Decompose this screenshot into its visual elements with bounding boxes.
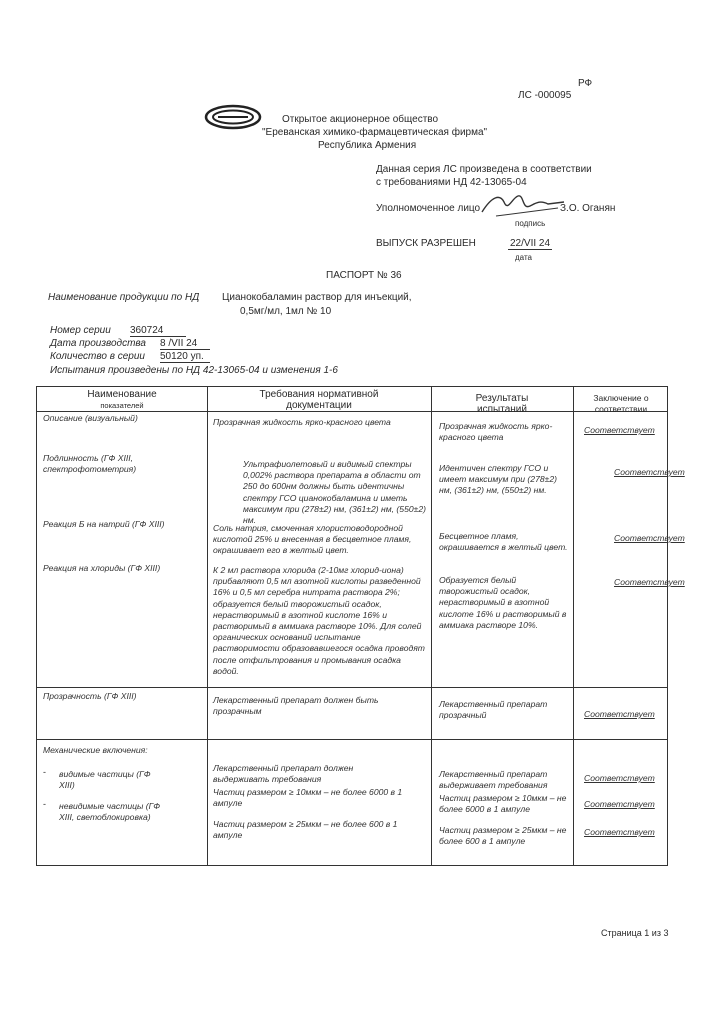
mech-invisible-name: невидимые частицы (ГФ XIII, светоблокировка) (59, 801, 161, 823)
row-identity-result: Идентичен спектру ГСО и имеет максимум при (278±2) нм, (361±2) нм, (550±2) нм. (439, 463, 557, 496)
mfg-value: 8 /VII 24 (160, 338, 210, 350)
header-col-1: Наименование показателей (87, 389, 157, 410)
row-sodium-conclusion: Соответствует (614, 533, 685, 543)
row-description-result: Прозрачная жидкость ярко-красного цвета (439, 421, 553, 443)
mech-title: Механические включения: (43, 745, 148, 755)
mech-large-result: Частиц размером ≥ 25мкм – не более 600 в 1 ампуле (439, 825, 567, 847)
release-label: ВЫПУСК РАЗРЕШЕН (376, 238, 476, 249)
release-statement-2: с требованиями НД 42-13065-04 (376, 177, 527, 188)
company-line3: Республика Армения (318, 140, 417, 151)
mech-bullet-2: - (43, 799, 46, 809)
product-name-2: 0,5мг/мл, 1мл № 10 (240, 306, 332, 317)
row-clarity-requirement: Лекарственный препарат должен быть прозрачным (213, 695, 379, 717)
mech-visible-conclusion: Соответствует (584, 773, 655, 783)
mech-large-requirement: Частиц размером ≥ 25мкм – не более 600 в 1 ампуле (213, 819, 398, 841)
row-identity-conclusion: Соответствует (614, 467, 685, 477)
mech-large-conclusion: Соответствует (584, 827, 655, 837)
row-chlorides-requirement: К 2 мл раствора хлорида (2-10мг хлорид-иона) прибавляют 0,5 мл азотной кислоты разведенной 16% и 0,5 мл серебра нитрата раствора 2%; образуется белый творожистый осадок, нерастворимый в азотной кислоте 16% и растворимый в аммиака растворе 10%. Для солей органических оснований испытание растворимости образовавшегося осадка проводят после отфильтрования и промывания осадка водой. (213, 565, 425, 676)
col-divider-3 (573, 387, 574, 865)
header-col-3: Результаты испытаний (475, 393, 529, 415)
header-col-4: Заключение о соответствии (593, 393, 649, 414)
row-sodium-requirement: Соль натрия, смоченная хлористоводородной кислотой 25% и внесенная в бесцветное пламя, окрашивает его в желтый цвет. (213, 523, 412, 556)
date-caption: дата (515, 253, 532, 262)
row-divider-clarity (37, 687, 667, 688)
company-line1: Открытое акционерное общество (282, 114, 439, 125)
mech-bullet-1: - (43, 767, 46, 777)
col-divider-2 (431, 387, 432, 865)
tests-line: Испытания произведены по НД 42-13065-04 и изменения 1-6 (50, 365, 338, 376)
row-clarity-result: Лекарственный препарат прозрачный (439, 699, 548, 721)
qty-label: Количество в серии (50, 351, 145, 362)
header-col-2: Требования нормативной документации (259, 389, 379, 411)
row-identity-name: Подлинность (ГФ XIII, спектрофотометрия) (43, 453, 137, 475)
authorized-name: З.О. Оганян (560, 203, 616, 214)
company-line2: "Ереванская химико-фармацевтическая фирма" (262, 127, 488, 138)
row-identity-requirement: Ультрафиолетовый и видимый спектры 0,002% раствора препарата в области от 250 до 600нм должны быть идентичны спектру ГСО цианокобаламина и иметь максимум при (278±2) нм, (361±2) нм, (550±2) нм. (243, 459, 426, 526)
row-chlorides-result: Образуется белый творожистый осадок, нерастворимый в азотной кислоте 16% и растворимый в аммиака растворе 10%. (439, 575, 567, 630)
release-statement-1: Данная серия ЛС произведена в соответствии (376, 164, 592, 175)
signature-icon (478, 190, 568, 220)
row-description-requirement: Прозрачная жидкость ярко-красного цвета (213, 417, 391, 427)
corner-country: РФ (578, 78, 593, 89)
row-description-conclusion: Соответствует (584, 425, 655, 435)
col-divider-1 (207, 387, 208, 865)
authorized-label: Уполномоченное лицо (376, 203, 481, 214)
row-divider-mech (37, 739, 667, 740)
signature-caption: подпись (515, 219, 546, 228)
release-date: 22/VII 24 (510, 238, 551, 249)
product-name-1: Цианокобаламин раствор для инъекций, (222, 292, 412, 303)
row-sodium-result: Бесцветное пламя, окрашивается в желтый цвет. (439, 531, 568, 553)
results-table (36, 386, 685, 866)
qty-value: 50120 уп. (160, 351, 210, 363)
mech-small-requirement: Частиц размером ≥ 10мкм – не более 6000 в 1 ампуле (213, 787, 403, 809)
row-clarity-conclusion: Соответствует (584, 709, 655, 719)
mech-small-conclusion: Соответствует (584, 799, 655, 809)
mech-small-result: Частиц размером ≥ 10мкм – не более 6000 в 1 ампуле (439, 793, 567, 815)
product-label: Наименование продукции по НД (48, 292, 200, 303)
row-chlorides-name: Реакция на хлориды (ГФ XIII) (43, 563, 161, 573)
mech-visible-result: Лекарственный препарат выдерживает требования (439, 769, 548, 791)
corner-number: ЛС -000095 (518, 90, 572, 101)
row-description-name: Описание (визуальный) (43, 413, 138, 423)
mfg-label: Дата производства (50, 338, 146, 349)
series-value: 360724 (130, 325, 186, 337)
row-sodium-name: Реакция Б на натрий (ГФ XIII) (43, 519, 165, 529)
page-number: Страница 1 из 3 (601, 928, 669, 938)
mech-visible-requirement: Лекарственный препарат должен выдерживать требования (213, 763, 354, 785)
row-chlorides-conclusion: Соответствует (614, 577, 685, 587)
series-label: Номер серии (50, 325, 111, 336)
company-logo-icon (204, 104, 262, 130)
passport-title: ПАСПОРТ № 36 (326, 270, 402, 281)
mech-visible-name: видимые частицы (ГФ XIII) (59, 769, 151, 791)
row-clarity-name: Прозрачность (ГФ XIII) (43, 691, 137, 701)
